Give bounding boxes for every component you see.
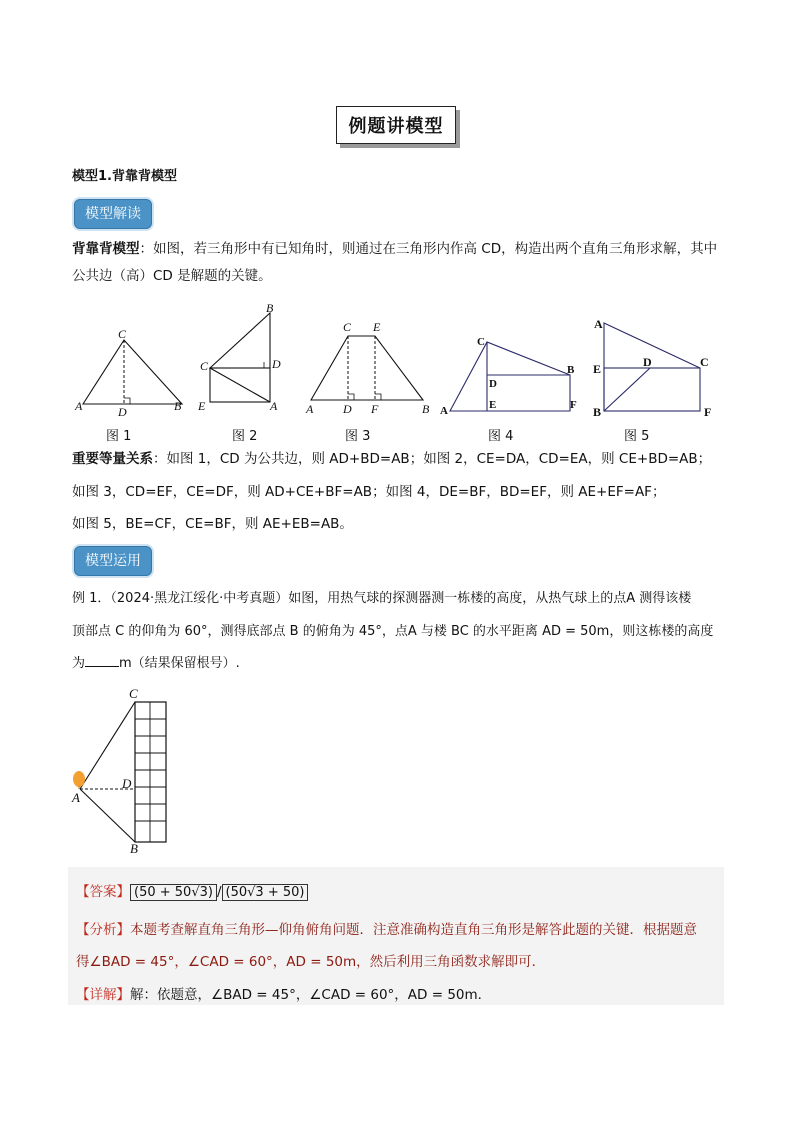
detail-text: 解：依题意，∠BAD = 45°，∠CAD = 60°，AD = 50m． (130, 987, 492, 1003)
answer-value-1: (50 + 50√3) (130, 884, 217, 901)
relations-text-1: ：如图 1，CD 为公共边，则 AD+BD=AB；如图 2，CE=DA，CD=EA，则 CE+BD=AB； (153, 451, 712, 467)
fig3-label-e: E (373, 320, 381, 334)
fig4-label-e: E (489, 399, 497, 411)
answer-value-2: (50√3 + 50) (222, 884, 309, 901)
example-line-3 (72, 650, 724, 677)
analysis-label: 【分析】 (76, 922, 130, 938)
fig2-label-b: B (266, 301, 274, 315)
fig4-label-d: D (489, 378, 497, 390)
figure-3 (305, 320, 430, 416)
example-line3-pre: 为 (72, 656, 86, 671)
fig2-label-a: A (270, 399, 278, 413)
fig5-label-e: E (593, 362, 602, 376)
figure-1 (74, 327, 182, 419)
caption-fig3: 图 3 (345, 429, 371, 444)
answer-blank (85, 652, 119, 667)
relations-line-2: 如图 3，CD=EF，CE=DF，则 AD+CE+BF=AB；如图 4，DE=BF，BD=EF，则 AE+EF=AF； (72, 484, 666, 500)
fig4-label-b: B (567, 364, 575, 376)
building-label-c: C (129, 686, 138, 701)
building-label-a: A (72, 790, 80, 805)
answer-label: 【答案】 (76, 884, 130, 900)
building-label-b: B (130, 841, 138, 856)
caption-fig4: 图 4 (488, 429, 514, 444)
figures-row (60, 298, 740, 426)
intro-text: ：如图，若三角形中有已知角时，则通过在三角形内作高 CD，构造出两个直角三角形求解，其中公共边（高）CD 是解题的关键。 (72, 241, 718, 284)
figure-4 (440, 336, 577, 417)
fig3-label-f: F (371, 402, 379, 416)
building-figure (62, 686, 182, 858)
detail-line (76, 983, 491, 1003)
fig1-label-c: C (118, 327, 127, 341)
analysis-line-1 (76, 918, 697, 938)
relations-line-1 (72, 446, 724, 473)
fig3-label-d: D (343, 402, 352, 416)
caption-fig1: 图 1 (106, 429, 132, 444)
analysis-text-1: 本题考查解直角三角形—仰角俯角问题．注意准确构造直角三角形是解答此题的关键．根据题意 (130, 922, 697, 938)
relations-line-3: 如图 5，BE=CF，CE=BF，则 AE+EB=AB。 (72, 516, 353, 532)
fig4-label-a: A (440, 405, 448, 417)
section-badge-model-apply: 模型运用 (74, 546, 152, 576)
page-title: 例题讲模型 (336, 106, 456, 144)
section-badge-model-reading: 模型解读 (74, 199, 152, 229)
fig5-label-f: F (704, 405, 712, 419)
fig1-label-b: B (174, 399, 182, 413)
balloon-icon (73, 771, 85, 787)
fig3-label-a: A (306, 402, 314, 416)
fig5-label-b: B (593, 405, 602, 419)
fig2-label-d: D (272, 357, 281, 371)
answer-sep: / (216, 884, 222, 900)
example-line3-post: m（结果保留根号）. (119, 656, 240, 671)
fig5-label-d: D (643, 355, 652, 369)
fig1-label-a: A (75, 399, 83, 413)
fig2-label-e: E (198, 399, 206, 413)
intro-paragraph (72, 236, 724, 290)
figure-5 (593, 317, 711, 419)
example-line-2: 顶部点 C 的仰角为 60°，测得底部点 B 的俯角为 45°，点A 与楼 BC 的水平距离 AD = 50m，则这栋楼的高度 (72, 624, 714, 639)
intro-label: 背靠背模型 (72, 241, 140, 257)
fig3-label-b: B (422, 402, 430, 416)
figure-2 (197, 301, 281, 413)
caption-fig5: 图 5 (624, 429, 650, 444)
fig1-label-d: D (118, 405, 127, 419)
fig3-label-c: C (343, 320, 352, 334)
relations-label: 重要等量关系 (72, 451, 153, 467)
detail-label: 【详解】 (76, 987, 130, 1003)
answer-line (76, 880, 308, 901)
fig4-label-f: F (570, 399, 577, 411)
model-heading: 模型1.背靠背模型 (72, 169, 177, 184)
building-label-d: D (122, 776, 132, 791)
fig5-label-c: C (700, 355, 709, 369)
caption-fig2: 图 2 (232, 429, 258, 444)
example-line-1: 例 1．（2024·黑龙江绥化·中考真题）如图，用热气球的探测器测一栋楼的高度，从热气球上的点A 测得该楼 (72, 591, 692, 606)
fig5-label-a: A (594, 317, 603, 331)
fig2-label-c: C (200, 359, 209, 373)
analysis-line-2: 得∠BAD = 45°，∠CAD = 60°，AD = 50m，然后利用三角函数求解即可． (76, 954, 546, 970)
fig4-label-c: C (477, 336, 485, 348)
